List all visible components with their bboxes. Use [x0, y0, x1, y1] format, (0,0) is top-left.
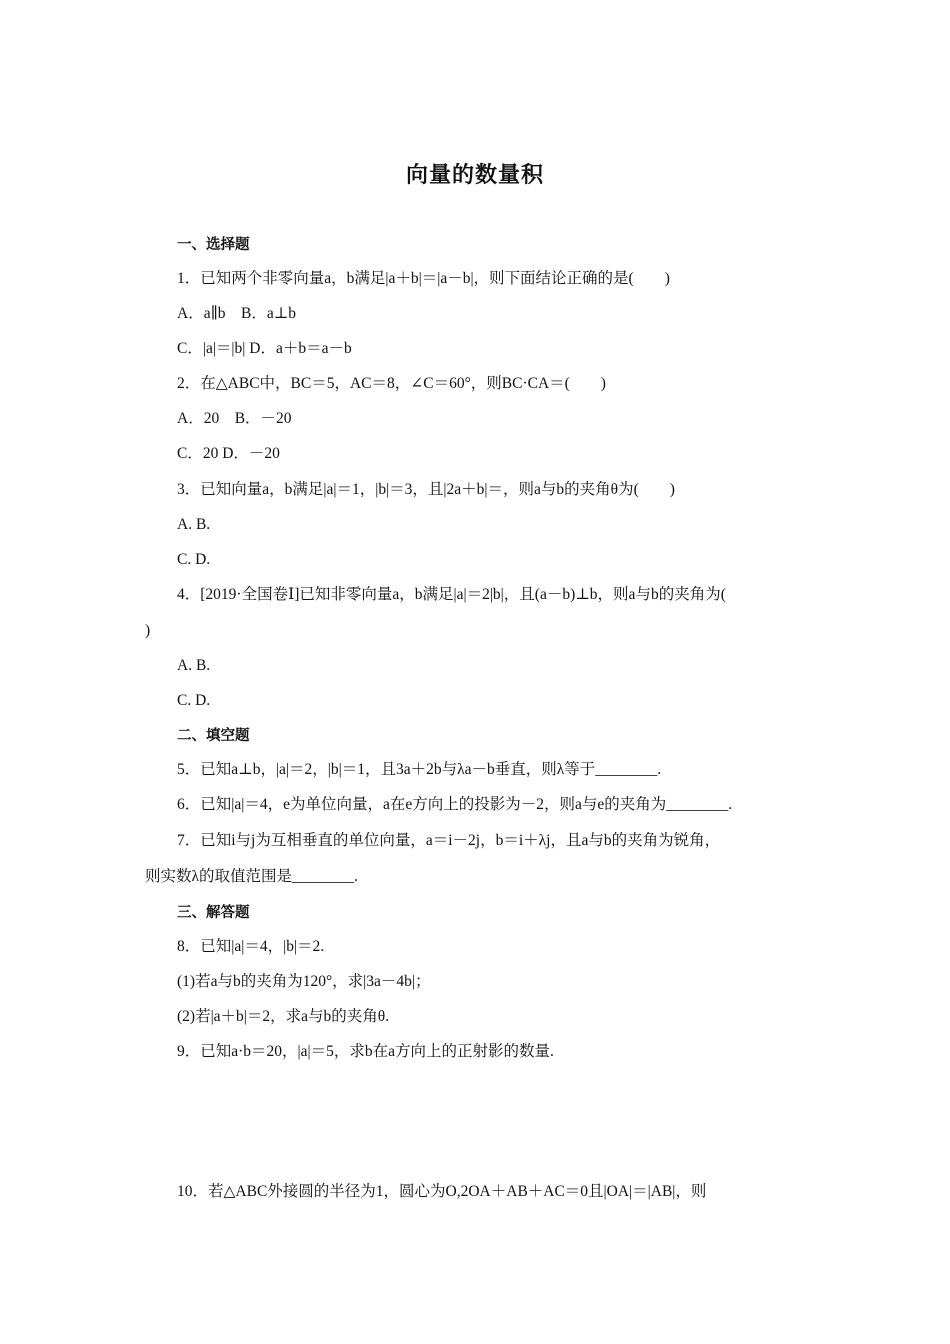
question-3-options-cd: C. D. — [177, 551, 211, 568]
question-4-continuation: ) — [145, 622, 151, 639]
section-heading-fill: 二、填空题 — [177, 728, 250, 744]
question-5: 5．已知a⊥b，|a|＝2，|b|＝1，且3a＋2b与λa－b垂直，则λ等于________. — [177, 761, 662, 778]
question-3: 3．已知向量a，b满足|a|＝1，|b|＝3，且|2a＋b|＝，则a与b的夹角θ为( ) — [177, 481, 675, 498]
question-8: 8．已知|a|＝4，|b|＝2. — [177, 938, 325, 955]
section-heading-answer: 三、解答题 — [177, 905, 250, 921]
question-1: 1．已知两个非零向量a，b满足|a＋b|＝|a－b|，则下面结论正确的是( ) — [177, 270, 670, 287]
question-7-continuation: 则实数λ的取值范围是________. — [145, 868, 358, 885]
question-1-options-ab: A．a∥b B．a⊥b — [177, 305, 297, 322]
question-4: 4．[2019·全国卷Ⅰ]已知非零向量a，b满足|a|＝2|b|，且(a－b)⊥b，则a与b的夹角为( — [177, 586, 726, 603]
question-2-options-ab: A．20 B．－20 — [177, 410, 292, 427]
page-title: 向量的数量积 — [405, 163, 544, 188]
question-8-part-1: (1)若a与b的夹角为120°，求|3a－4b|； — [177, 973, 431, 990]
question-8-part-2: (2)若|a＋b|＝2，求a与b的夹角θ. — [177, 1008, 390, 1025]
question-3-options-ab: A. B. — [177, 516, 211, 533]
question-7: 7．已知i与j为互相垂直的单位向量，a＝i－2j，b＝i＋λj，且a与b的夹角为锐角， — [177, 832, 721, 849]
section-heading-choice: 一、选择题 — [177, 237, 250, 253]
question-9: 9．已知a·b＝20，|a|＝5，求b在a方向上的正射影的数量. — [177, 1043, 554, 1060]
question-2: 2．在△ABC中，BC＝5，AC＝8，∠C＝60°，则BC·CA＝( ) — [177, 375, 606, 392]
question-10: 10．若△ABC外接圆的半径为1，圆心为O,2OA＋AB＋AC＝0且|OA|＝|AB|，则 — [177, 1183, 707, 1200]
question-4-options-ab: A. B. — [177, 657, 211, 674]
question-4-options-cd: C. D. — [177, 692, 211, 709]
question-6: 6．已知|a|＝4，e为单位向量，a在e方向上的投影为－2，则a与e的夹角为________. — [177, 796, 733, 813]
question-2-options-cd: C．20 D．－20 — [177, 445, 280, 462]
question-1-options-cd: C．|a|＝|b| D．a＋b＝a－b — [177, 340, 352, 357]
